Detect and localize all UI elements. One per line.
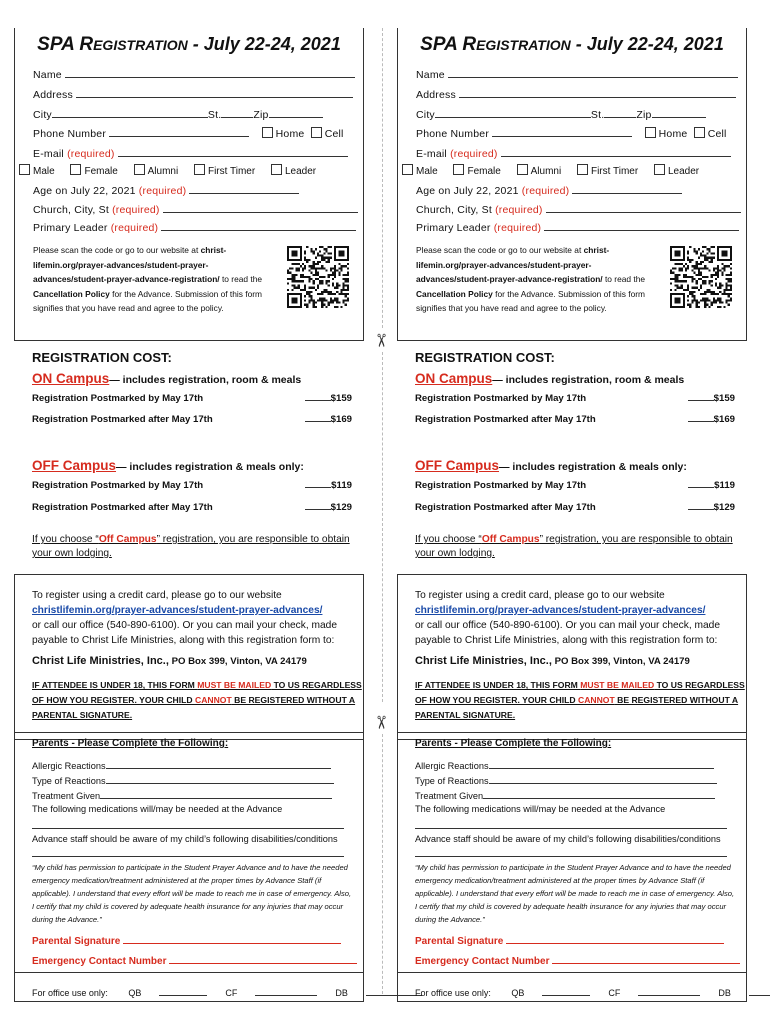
option-female[interactable]: Female — [70, 166, 117, 177]
treatment-given-field[interactable]: Treatment Given — [32, 789, 332, 801]
option-first-timer[interactable]: First Timer — [577, 166, 638, 177]
allergic-reactions-field[interactable]: Allergic Reactions — [415, 759, 714, 771]
scissors-icon: ✂ — [371, 332, 392, 349]
option-leader[interactable]: Leader — [271, 166, 316, 177]
emergency-contact-field[interactable]: Emergency Contact Number — [32, 954, 357, 967]
cut-line-top — [382, 28, 383, 328]
mailing-address: Christ Life Ministries, Inc., PO Box 399, Vinton, VA 24179 — [415, 655, 690, 667]
option-first-timer[interactable]: First Timer — [194, 166, 255, 177]
attendee-type-options — [402, 164, 699, 177]
church-field[interactable]: Church, City, St (required) — [33, 203, 358, 216]
on-campus-price-late: Registration Postmarked after May 17th $169 — [415, 414, 735, 425]
cell-checkbox[interactable] — [311, 127, 322, 138]
home-checkbox[interactable] — [262, 127, 273, 138]
home-checkbox[interactable] — [645, 127, 656, 138]
phone-field[interactable]: Phone Number Home Cell — [33, 128, 344, 140]
disabilities-field[interactable] — [415, 856, 727, 857]
option-female[interactable]: Female — [453, 166, 500, 177]
registration-link[interactable]: christlifemin.org/prayer-advances/student-prayer-advances/ — [32, 605, 323, 616]
option-male[interactable]: Male — [19, 166, 55, 177]
off-campus-heading: OFF Campus— includes registration & meals only: — [32, 458, 304, 473]
age-field[interactable]: Age on July 22, 2021 (required) — [33, 184, 299, 197]
personal-info-section — [397, 28, 747, 341]
option-male[interactable]: Male — [402, 166, 438, 177]
allergic-reactions-field[interactable]: Allergic Reactions — [32, 759, 331, 771]
emergency-contact-field[interactable]: Emergency Contact Number — [415, 954, 740, 967]
primary-leader-field[interactable]: Primary Leader (required) — [416, 221, 739, 234]
on-campus-heading: ON Campus— includes registration, room & meals — [415, 371, 685, 386]
parental-consent-statement: “My child has permission to participate in the Student Prayer Advance and to have the needed emergency medication/treatment administered at the proper times by Advance Staff (if applicable). I understand that every effort will be made to reach me in case of emergency. Also, I certify that my child is covered by adequate health insurance for any injuries that may occur during the Advance.” — [32, 863, 352, 924]
office-use-row: For office use only: QB CF DB — [415, 986, 770, 998]
treatment-given-field[interactable]: Treatment Given — [415, 789, 715, 801]
scissors-icon: ✂ — [371, 714, 392, 731]
email-field[interactable]: E-mail (required) — [33, 147, 348, 160]
type-of-reactions-field[interactable]: Type of Reactions — [32, 774, 334, 786]
registration-cost-heading: REGISTRATION COST: — [32, 350, 172, 365]
credit-card-instructions: To register using a credit card, please go to our website christlifemin.org/prayer-advances/student-prayer-advances/ or call our office (540-890-6100). Or you can mail your check, made payable to Christ Life Ministries, along with this registration form to: — [415, 590, 721, 646]
name-field[interactable]: Name — [33, 68, 355, 81]
address-field[interactable]: Address — [416, 88, 736, 101]
medications-label: The following medications will/may be needed at the Advance — [415, 804, 666, 814]
cancellation-policy-note: Please scan the code or go to our website at christ-lifemin.org/prayer-advances/student-prayer-advances/student-prayer-advance-registration/ to read the Cancellation Policy for the Advance. Submission of this form signifies that you have read and agree to the policy. — [33, 245, 263, 313]
address-field[interactable]: Address — [33, 88, 353, 101]
disabilities-field[interactable] — [32, 856, 344, 857]
off-campus-lodging-note: If you choose “Off Campus” registration, you are responsible to obtain your own lodging. — [415, 534, 733, 559]
parental-signature-field[interactable]: Parental Signature — [415, 934, 724, 947]
phone-field[interactable]: Phone Number Home Cell — [416, 128, 727, 140]
medications-field[interactable] — [415, 828, 727, 829]
disabilities-label: Advance staff should be aware of my child’s following disabilities/conditions — [32, 834, 338, 844]
on-campus-price-late: Registration Postmarked after May 17th $169 — [32, 414, 352, 425]
attendee-type-options — [19, 164, 316, 177]
office-use-box — [14, 972, 364, 1002]
city-state-zip-field[interactable]: City St. Zip — [33, 108, 323, 121]
off-campus-price-late: Registration Postmarked after May 17th $129 — [415, 502, 735, 513]
parents-heading: Parents - Please Complete the Following: — [415, 738, 612, 749]
on-campus-price-early: Registration Postmarked by May 17th $159 — [415, 393, 735, 404]
form-title: SPA REGISTRATION - July 22-24, 2021 — [37, 34, 341, 55]
qr-code-icon[interactable] — [287, 246, 349, 308]
under-18-warning: IF ATTENDEE IS UNDER 18, THIS FORM MUST BE MAILED TO US REGARDLESS OF HOW YOU REGISTER. YOUR CHILD CANNOT BE REGISTERED WITHOUT A PARENTAL SIGNATURE. — [415, 680, 745, 720]
disabilities-label: Advance staff should be aware of my child’s following disabilities/conditions — [415, 834, 721, 844]
cut-line-bottom — [382, 734, 383, 994]
qr-code-icon[interactable] — [670, 246, 732, 308]
office-use-row: For office use only: QB CF DB — [32, 986, 440, 998]
under-18-warning: IF ATTENDEE IS UNDER 18, THIS FORM MUST BE MAILED TO US REGARDLESS OF HOW YOU REGISTER. YOUR CHILD CANNOT BE REGISTERED WITHOUT A PARENTAL SIGNATURE. — [32, 680, 362, 720]
cut-line-middle — [382, 352, 383, 702]
type-of-reactions-field[interactable]: Type of Reactions — [415, 774, 717, 786]
cancellation-policy-note: Please scan the code or go to our website at christ-lifemin.org/prayer-advances/student-prayer-advances/student-prayer-advance-registration/ to read the Cancellation Policy for the Advance. Submission of this form signifies that you have read and agree to the policy. — [416, 245, 646, 313]
credit-card-instructions: To register using a credit card, please go to our website christlifemin.org/prayer-advances/student-prayer-advances/ or call our office (540-890-6100). Or you can mail your check, made payable to Christ Life Ministries, along with this registration form to: — [32, 590, 338, 646]
mailing-address: Christ Life Ministries, Inc., PO Box 399, Vinton, VA 24179 — [32, 655, 307, 667]
form-title: SPA REGISTRATION - July 22-24, 2021 — [420, 34, 724, 55]
on-campus-heading: ON Campus— includes registration, room & meals — [32, 371, 302, 386]
personal-info-section — [14, 28, 364, 341]
off-campus-price-early: Registration Postmarked by May 17th $119 — [415, 480, 735, 491]
option-leader[interactable]: Leader — [654, 166, 699, 177]
email-field[interactable]: E-mail (required) — [416, 147, 731, 160]
primary-leader-field[interactable]: Primary Leader (required) — [33, 221, 356, 234]
parents-heading: Parents - Please Complete the Following: — [32, 738, 229, 749]
city-state-zip-field[interactable]: City St. Zip — [416, 108, 706, 121]
parental-signature-field[interactable]: Parental Signature — [32, 934, 341, 947]
off-campus-price-late: Registration Postmarked after May 17th $129 — [32, 502, 352, 513]
off-campus-price-early: Registration Postmarked by May 17th $119 — [32, 480, 352, 491]
option-alumni[interactable]: Alumni — [134, 166, 179, 177]
medications-field[interactable] — [32, 828, 344, 829]
medications-label: The following medications will/may be needed at the Advance — [32, 804, 283, 814]
registration-link[interactable]: christlifemin.org/prayer-advances/student-prayer-advances/ — [415, 605, 706, 616]
cell-checkbox[interactable] — [694, 127, 705, 138]
registration-cost-heading: REGISTRATION COST: — [415, 350, 555, 365]
on-campus-price-early: Registration Postmarked by May 17th $159 — [32, 393, 352, 404]
policy-url[interactable]: christ-lifemin.org/prayer-advances/student-prayer-advances/student-prayer-advance-registration/ — [416, 245, 610, 284]
office-use-box — [397, 972, 747, 1002]
parental-consent-statement: “My child has permission to participate in the Student Prayer Advance and to have the needed emergency medication/treatment administered at the proper times by Advance Staff (if applicable). I understand that every effort will be made to reach me in case of emergency. Also, I certify that my child is covered by adequate health insurance for any injuries that may occur during the Advance.” — [415, 863, 735, 924]
policy-url[interactable]: christ-lifemin.org/prayer-advances/student-prayer-advances/student-prayer-advance-registration/ — [33, 245, 227, 284]
age-field[interactable]: Age on July 22, 2021 (required) — [416, 184, 682, 197]
option-alumni[interactable]: Alumni — [517, 166, 562, 177]
off-campus-heading: OFF Campus— includes registration & meals only: — [415, 458, 687, 473]
name-field[interactable]: Name — [416, 68, 738, 81]
off-campus-lodging-note: If you choose “Off Campus” registration, you are responsible to obtain your own lodging. — [32, 534, 350, 559]
church-field[interactable]: Church, City, St (required) — [416, 203, 741, 216]
